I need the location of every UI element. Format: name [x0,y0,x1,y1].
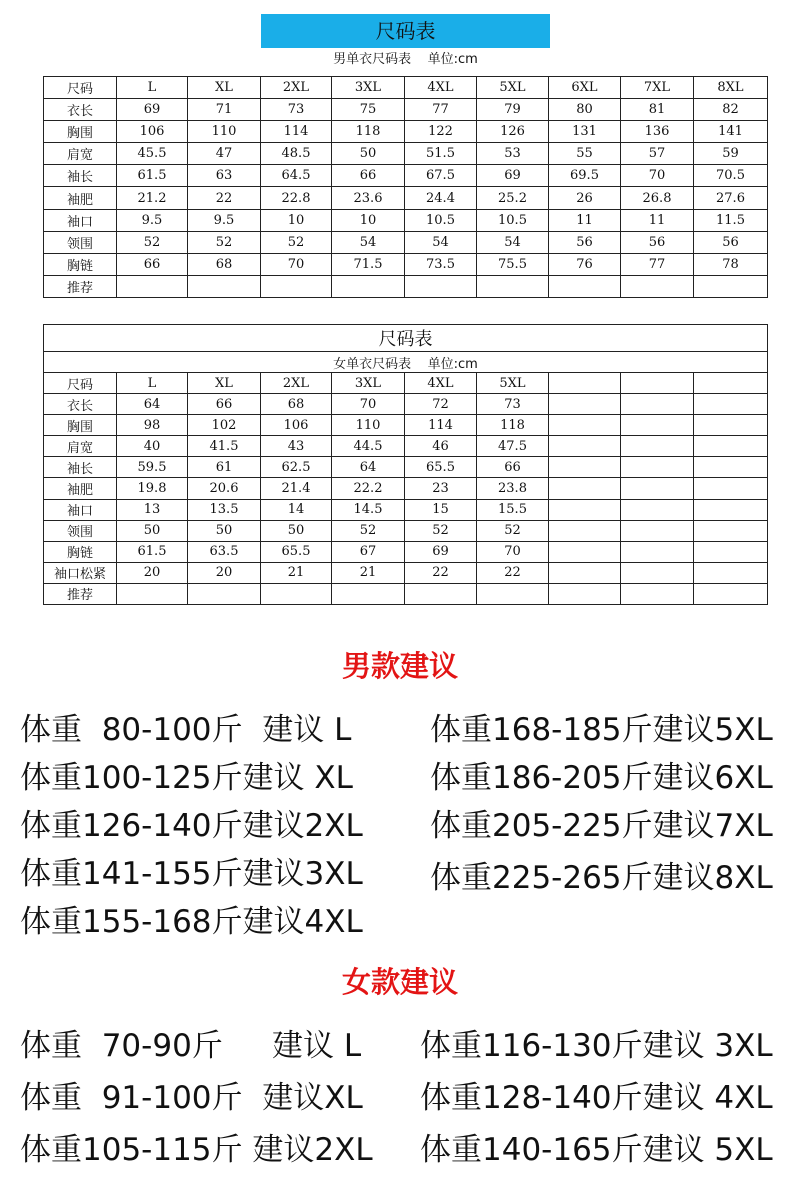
men-cell: 66 [332,165,405,187]
men-cell: 136 [621,121,694,143]
men-cell: 55 [549,143,621,165]
women-cell [694,478,768,499]
women-cell [694,520,768,541]
women-recommend-item: 体重105-115斤 建议2XL [20,1132,373,1168]
men-size-table [43,76,768,298]
men-cell: 69.5 [549,165,621,187]
women-row [44,373,768,394]
women-cell [621,478,694,499]
men-cell: 69 [117,99,188,121]
men-cell: 66 [117,253,188,275]
men-cell: 75 [332,99,405,121]
women-cell: 13.5 [188,499,261,520]
women-row-label: 推荐 [44,583,117,604]
men-row [44,143,768,165]
women-cell: 15.5 [477,499,549,520]
women-cell [549,583,621,604]
women-row [44,541,768,562]
women-cell [694,541,768,562]
men-header-cell: L [117,77,188,99]
men-cell: 114 [261,121,332,143]
men-cell: 80 [549,99,621,121]
men-cell: 9.5 [117,209,188,231]
men-recommend-item: 体重100-125斤建议 XL [20,760,353,796]
men-cell: 122 [405,121,477,143]
men-row [44,275,768,297]
men-row [44,231,768,253]
men-cell: 26.8 [621,187,694,209]
women-row-label: 胸链 [44,541,117,562]
women-cell: 23 [405,478,477,499]
women-cell: 50 [117,520,188,541]
men-row-label: 袖长 [44,165,117,187]
women-header-cell: 5XL [477,373,549,394]
men-row-label: 衣长 [44,99,117,121]
men-cell: 56 [694,231,768,253]
men-recommend-item: 体重 80-100斤 建议 L [20,712,352,748]
women-cell [549,436,621,457]
women-row-label: 袖长 [44,457,117,478]
men-cell [694,275,768,297]
men-row [44,253,768,275]
men-cell [477,275,549,297]
men-cell [261,275,332,297]
men-cell: 22 [188,187,261,209]
women-cell [694,499,768,520]
women-cell: 61 [188,457,261,478]
women-cell: 46 [405,436,477,457]
women-cell [621,562,694,583]
men-cell: 141 [694,121,768,143]
men-cell [405,275,477,297]
women-cell [694,562,768,583]
men-cell: 70 [261,253,332,275]
men-header-cell: 7XL [621,77,694,99]
men-cell: 51.5 [405,143,477,165]
men-header-cell: 6XL [549,77,621,99]
women-header-cell [621,373,694,394]
women-cell: 41.5 [188,436,261,457]
men-cell: 21.2 [117,187,188,209]
women-cell [694,457,768,478]
women-cell: 114 [405,415,477,436]
women-row-label: 袖口 [44,499,117,520]
women-cell: 59.5 [117,457,188,478]
women-size-chart-title: 尺码表 [44,325,768,352]
women-cell: 66 [188,394,261,415]
women-cell [549,520,621,541]
men-row [44,165,768,187]
men-cell: 61.5 [117,165,188,187]
women-cell: 65.5 [261,541,332,562]
men-row-label: 胸链 [44,253,117,275]
men-cell: 53 [477,143,549,165]
men-row [44,121,768,143]
women-cell: 52 [332,520,405,541]
women-cell [549,394,621,415]
women-recommend-item: 体重 70-90斤 建议 L [20,1028,362,1064]
women-cell: 21.4 [261,478,332,499]
women-cell [405,583,477,604]
men-row-label: 袖肥 [44,187,117,209]
women-cell: 106 [261,415,332,436]
women-cell: 62.5 [261,457,332,478]
women-row [44,436,768,457]
men-cell: 70.5 [694,165,768,187]
women-cell: 98 [117,415,188,436]
women-cell: 21 [261,562,332,583]
men-cell [332,275,405,297]
women-cell: 47.5 [477,436,549,457]
women-row [44,499,768,520]
men-cell: 9.5 [188,209,261,231]
women-cell [621,436,694,457]
women-cell [188,583,261,604]
men-cell: 73.5 [405,253,477,275]
men-cell: 75.5 [477,253,549,275]
men-cell: 64.5 [261,165,332,187]
women-cell: 72 [405,394,477,415]
women-row-label: 袖口松紧 [44,562,117,583]
men-cell: 52 [117,231,188,253]
women-cell: 70 [477,541,549,562]
men-cell: 67.5 [405,165,477,187]
women-cell [694,436,768,457]
women-size-table [43,324,768,605]
women-cell: 50 [261,520,332,541]
women-row-label: 胸围 [44,415,117,436]
men-recommend-item: 体重186-205斤建议6XL [430,760,773,796]
men-cell: 54 [477,231,549,253]
men-header-cell: 3XL [332,77,405,99]
women-cell: 118 [477,415,549,436]
men-cell: 77 [405,99,477,121]
women-cell [621,415,694,436]
men-cell: 71.5 [332,253,405,275]
women-cell: 43 [261,436,332,457]
men-cell: 56 [549,231,621,253]
women-cell: 44.5 [332,436,405,457]
men-row-label: 肩宽 [44,143,117,165]
women-cell: 14.5 [332,499,405,520]
women-cell [332,583,405,604]
men-cell: 25.2 [477,187,549,209]
women-recommend-item: 体重128-140斤建议 4XL [420,1080,773,1116]
women-cell [621,394,694,415]
women-cell [477,583,549,604]
women-cell [621,499,694,520]
women-row [44,415,768,436]
men-cell: 69 [477,165,549,187]
women-cell: 15 [405,499,477,520]
women-recommend-item: 体重116-130斤建议 3XL [420,1028,773,1064]
men-cell: 54 [332,231,405,253]
women-row [44,562,768,583]
men-cell: 63 [188,165,261,187]
men-cell: 48.5 [261,143,332,165]
men-cell [188,275,261,297]
men-cell: 10 [261,209,332,231]
men-cell: 73 [261,99,332,121]
women-cell [694,583,768,604]
women-row-label: 衣长 [44,394,117,415]
women-header-cell: 尺码 [44,373,117,394]
women-row [44,520,768,541]
women-cell [549,499,621,520]
women-row [44,394,768,415]
women-cell: 73 [477,394,549,415]
men-cell: 47 [188,143,261,165]
women-cell [549,541,621,562]
men-cell: 59 [694,143,768,165]
men-cell: 11 [549,209,621,231]
men-cell: 118 [332,121,405,143]
women-cell [694,394,768,415]
women-cell [621,457,694,478]
women-row [44,583,768,604]
women-recommend-heading: 女款建议 [341,965,458,999]
women-header-cell [549,373,621,394]
women-cell [549,415,621,436]
men-recommend-item: 体重141-155斤建议3XL [20,856,363,892]
women-cell: 22.2 [332,478,405,499]
women-cell: 20.6 [188,478,261,499]
men-recommend-item: 体重126-140斤建议2XL [20,808,363,844]
men-cell: 79 [477,99,549,121]
men-recommend-heading: 男款建议 [341,649,458,683]
men-header-cell: 2XL [261,77,332,99]
women-size-chart-subtitle: 女单衣尺码表 单位:cm [44,352,768,373]
women-recommend-item: 体重 91-100斤 建议XL [20,1080,363,1116]
men-size-chart-subtitle: 男单衣尺码表 单位:cm [333,52,478,67]
men-row [44,77,768,99]
women-cell: 63.5 [188,541,261,562]
women-cell: 61.5 [117,541,188,562]
women-header-cell: XL [188,373,261,394]
women-cell: 20 [117,562,188,583]
women-cell [621,541,694,562]
men-recommend-item: 体重155-168斤建议4XL [20,904,363,940]
women-cell: 13 [117,499,188,520]
women-cell: 52 [405,520,477,541]
women-cell [549,478,621,499]
men-row [44,99,768,121]
men-row-label: 推荐 [44,275,117,297]
men-cell: 82 [694,99,768,121]
men-cell: 50 [332,143,405,165]
men-cell [117,275,188,297]
women-cell: 20 [188,562,261,583]
men-cell: 78 [694,253,768,275]
men-recommend-item: 体重205-225斤建议7XL [430,808,773,844]
women-cell: 23.8 [477,478,549,499]
men-cell: 68 [188,253,261,275]
men-cell: 22.8 [261,187,332,209]
men-row [44,209,768,231]
women-cell: 68 [261,394,332,415]
women-cell [117,583,188,604]
women-cell [549,562,621,583]
men-cell: 52 [188,231,261,253]
men-size-chart-title: 尺码表 [261,14,550,48]
men-cell: 71 [188,99,261,121]
men-cell: 76 [549,253,621,275]
men-header-cell: 8XL [694,77,768,99]
women-cell: 102 [188,415,261,436]
women-cell: 67 [332,541,405,562]
women-cell: 14 [261,499,332,520]
women-header-cell: 2XL [261,373,332,394]
women-cell [694,415,768,436]
men-cell: 131 [549,121,621,143]
men-recommend-item: 体重168-185斤建议5XL [430,712,773,748]
women-row [44,478,768,499]
men-cell: 11 [621,209,694,231]
men-row [44,187,768,209]
women-header-cell: L [117,373,188,394]
men-header-cell: XL [188,77,261,99]
women-cell: 19.8 [117,478,188,499]
women-row-label: 领围 [44,520,117,541]
women-header-cell [694,373,768,394]
men-row-label: 领围 [44,231,117,253]
women-cell: 69 [405,541,477,562]
women-cell: 110 [332,415,405,436]
men-cell: 77 [621,253,694,275]
men-header-cell: 尺码 [44,77,117,99]
men-cell: 27.6 [694,187,768,209]
women-header-cell: 3XL [332,373,405,394]
men-cell: 45.5 [117,143,188,165]
men-row-label: 袖口 [44,209,117,231]
women-cell [261,583,332,604]
men-cell: 57 [621,143,694,165]
women-header-cell: 4XL [405,373,477,394]
men-header-cell: 5XL [477,77,549,99]
women-cell: 40 [117,436,188,457]
men-cell: 10 [332,209,405,231]
men-cell [549,275,621,297]
women-cell: 70 [332,394,405,415]
men-cell [621,275,694,297]
women-row-label: 肩宽 [44,436,117,457]
men-header-cell: 4XL [405,77,477,99]
men-cell: 11.5 [694,209,768,231]
women-row [44,457,768,478]
women-recommend-item: 体重140-165斤建议 5XL [420,1132,773,1168]
women-cell: 21 [332,562,405,583]
men-row-label: 胸围 [44,121,117,143]
women-row-label: 袖肥 [44,478,117,499]
men-cell: 56 [621,231,694,253]
men-cell: 23.6 [332,187,405,209]
women-cell: 22 [477,562,549,583]
men-cell: 24.4 [405,187,477,209]
men-cell: 26 [549,187,621,209]
women-cell: 64 [332,457,405,478]
men-cell: 110 [188,121,261,143]
women-cell: 64 [117,394,188,415]
men-recommend-item: 体重225-265斤建议8XL [430,860,773,896]
women-cell [549,457,621,478]
men-cell: 52 [261,231,332,253]
women-cell [621,583,694,604]
men-cell: 70 [621,165,694,187]
women-cell: 65.5 [405,457,477,478]
men-cell: 10.5 [405,209,477,231]
women-cell [621,520,694,541]
men-cell: 54 [405,231,477,253]
men-cell: 126 [477,121,549,143]
women-cell: 52 [477,520,549,541]
men-cell: 81 [621,99,694,121]
men-cell: 10.5 [477,209,549,231]
men-cell: 106 [117,121,188,143]
women-cell: 66 [477,457,549,478]
women-cell: 50 [188,520,261,541]
women-cell: 22 [405,562,477,583]
